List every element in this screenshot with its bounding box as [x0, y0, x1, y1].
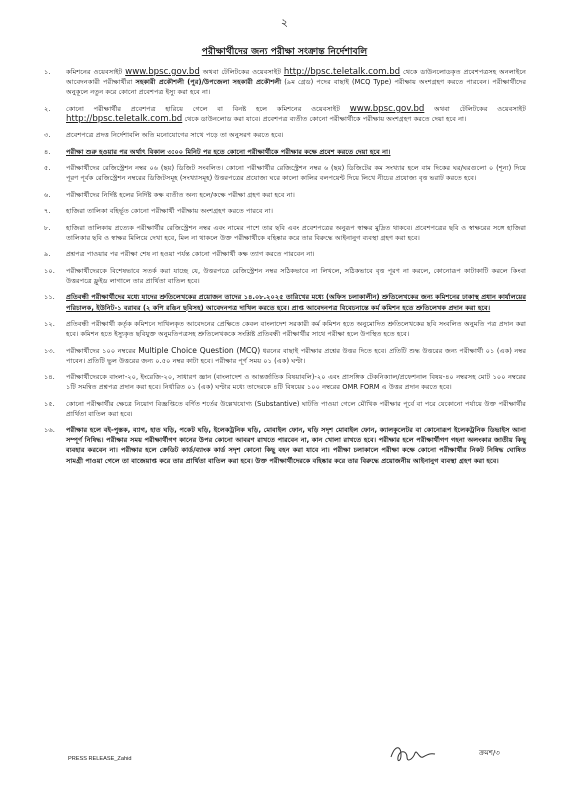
instruction-text: [66, 130, 526, 140]
instruction-text-segment: সহকারী প্রকৌশলী (পুর)/উপজেলা সহকারী প্রকৌশলী: [135, 78, 282, 87]
instruction-text-segment: প্রবেশপত্রে প্রদত্ত নির্দেশাবলি অতি মনোযোগের সাথে পড়ে তা অনুসরণ করতে হবে।: [66, 131, 284, 140]
instruction-number: ১১.: [44, 293, 55, 302]
instruction-item: [44, 319, 526, 339]
footer-press-release: PRESS RELEASE_Zahid: [68, 756, 132, 762]
instruction-text: [66, 319, 526, 339]
instruction-number: ১৪.: [44, 373, 55, 382]
instruction-text: [66, 163, 526, 183]
website-link: http://bpsc.teletalk.com.bd: [66, 113, 183, 124]
instruction-text: [66, 104, 526, 124]
website-link: http://bpsc.teletalk.com.bd: [283, 67, 401, 77]
instruction-text-segment: Multiple Choice Question (MCQ): [138, 345, 261, 355]
instruction-text-segment: থেকে ডাউনলোডকৃত প্রবেশপত্রসহ অনলাইনে আবেদনকারী পরীক্ষার্থীরা: [66, 68, 527, 87]
instruction-item: [44, 163, 526, 183]
signature: [385, 739, 445, 769]
instruction-text: [66, 223, 526, 243]
instruction-text-segment: থেকে ডাউনলোড করা যাবে। প্রবেশপত্র ব্যতীত কোনো পরীক্ষার্থীকে পরীক্ষায় অংশগ্রহণ করতে দেয়া হবে না।: [182, 114, 467, 123]
instruction-item: [44, 223, 526, 243]
instruction-item: [44, 399, 526, 419]
instruction-item: [44, 346, 526, 366]
instruction-number: ৬.: [44, 190, 51, 199]
instruction-text-segment: কোনো পরীক্ষার্থীর ক্ষেত্রে নিয়োগ বিজ্ঞপ্তিতে বর্ণিত শর্তের উল্লেখযোগ্য (Substantive) ঘাটতি পাওয়া গেলে মৌখিক পরীক্ষার পূর্বে বা পরে যেকোনো পর্যায়ে উক্ত পরীক্ষার্থীর প্রার্থিতা বাতিল করা হবে।: [66, 399, 526, 418]
instruction-text: [66, 372, 526, 392]
instruction-text: [66, 206, 526, 216]
instruction-number: ১৬.: [44, 426, 55, 435]
instruction-number: ১.: [44, 68, 51, 76]
instruction-number: ৭.: [44, 207, 51, 216]
instruction-text-segment: প্রতিবন্ধী পরীক্ষার্থী কর্তৃক কমিশনে দাখিলকৃত আবেদনের প্রেক্ষিতে কেবল বাংলাদেশ সরকারী কর্ম কমিশন হতে অনুমোদিত শ্রুতিলেখকের ছবি সংবলিত অনুমতি পত্র প্রদান করা হবে। কমিশন হতে ইস্যুকৃত ছবিযুক্ত অনুমতিপত্রসহ শ্রুতিলেখককে সংশ্লিষ্ট প্রতিবন্ধী পরীক্ষার্থীর সাথে পরীক্ষা হলে উপস্থিত হতে হবে।: [66, 319, 526, 339]
instruction-text-segment: হাজিরা তালিকা বহির্ভূত কোনো পরীক্ষার্থী পরীক্ষায় অংশগ্রহণ করতে পারবে না।: [66, 207, 273, 216]
instruction-number: ৯.: [44, 250, 51, 259]
website-link: www.bpsc.gov.bd: [125, 67, 200, 77]
instruction-item: [44, 104, 526, 124]
instruction-text: [66, 67, 526, 97]
instruction-item: [44, 190, 526, 200]
instruction-text-segment: অথবা টেলিটকের ওয়েবসাইট: [424, 104, 527, 113]
instruction-number: ১৫.: [44, 399, 55, 408]
instruction-number: ৮.: [44, 223, 51, 232]
instruction-number: ৫.: [44, 164, 51, 173]
instruction-number: ১৩.: [44, 346, 55, 355]
instruction-item: [44, 249, 526, 259]
instruction-text-segment: কমিশনের ওয়েবসাইট: [66, 68, 126, 76]
website-link: www.bpsc.gov.bd: [349, 103, 425, 114]
page-title: পরীক্ষার্থীদের জন্য পরীক্ষা সংক্রান্ত নির্দেশাবলি: [201, 46, 368, 57]
instruction-text-segment: কোনো পরীক্ষার্থীর প্রবেশপত্র হারিয়ে গেলে বা বিনষ্ট হলে কমিশনের ওয়েবসাইট: [66, 104, 350, 113]
instruction-item: [44, 372, 526, 392]
instruction-text-segment: পরীক্ষার্থীদের রেজিস্ট্রেশন নম্বর ০৬ (ছয়) ডিজিট সংবলিত। কোনো পরীক্ষার্থীর রেজিস্ট্রেশন নম্বর ৬ (ছয়) ডিজিটের কম সংখ্যার হলে বাম দিকের ঘর/ঘরগুলো ০ (শূন্য) দিয়ে পূরণ পূর্বক রেজিস্ট্রেশন নম্বরের ডিজিটসমূহ (সংখ্যাসমূহ) উত্তরপত্রের প্রযোজ্য ঘরে কালো কালির বলপয়েন্ট দিয়ে লিখে নীচের প্রযোজ্য বৃত্ত ভরাট করতে হবে।: [66, 164, 526, 183]
instruction-text: [66, 266, 526, 286]
instruction-text-segment: পরীক্ষার্থীদেরকে বিশেষভাবে সতর্ক করা যাচ্ছে যে, উত্তরপত্রে রেজিস্ট্রেশন নম্বর সঠিকভাবে না লিখলে, সঠিকভাবে বৃত্ত পূরণ না করলে, কোনোরূপ কাটাকাটি করলে কিংবা উত্তরপত্রে ফ্লুইড লাগালে তার প্রার্থিতা বাতিল হবে।: [66, 266, 526, 285]
instruction-text-segment: পরীক্ষার্থীদের নির্দিষ্ট হলের নির্দিষ্ট কক্ষ ব্যতীত অন্য হলে/কক্ষে পরীক্ষা গ্রহণ করা হবে না।: [66, 190, 295, 199]
instruction-text-segment: পরীক্ষার্থীদেরকে বাংলা-২০, ইংরেজি-২০, সাধারণ জ্ঞান (বাংলাদেশ ও আন্তর্জাতিক বিষয়াবলি)-২০ এবং প্রাসঙ্গিক টেকনিক্যাল/প্রফেশনাল বিষয়-৪০ নম্বরসহ মোট ১০০ নম্বরের ১টি সমন্বিত প্রশ্নপত্র প্রদান করা হবে। নির্ধারিত ০১ (এক) ঘণ্টার মধ্যে তাদেরকে ৪টি বিষয়ের ১০০ নম্বরের OMR FORM এ উত্তর প্রদান করতে হবে।: [66, 373, 526, 392]
instruction-number: ১২.: [44, 319, 55, 328]
instruction-text-segment: পরীক্ষা শুরু হওয়ার পর অর্থাৎ বিকাল ৩:০০ মিনিট পর হতে কোনো পরীক্ষার্থীকে পরীক্ষার কক্ষে প্রবেশ করতে দেয়া হবে না।: [66, 147, 391, 156]
instruction-text: [66, 190, 526, 200]
instruction-list: [44, 67, 526, 472]
page-number: ২: [280, 16, 289, 29]
instruction-text-segment: অথবা টেলিটকের ওয়েবসাইট: [199, 68, 284, 76]
instruction-number: ৩.: [44, 131, 51, 140]
instruction-text: [66, 346, 526, 366]
instruction-item: [44, 206, 526, 216]
instruction-text: [66, 292, 526, 312]
instruction-item: [44, 266, 526, 286]
instruction-text-segment: পরীক্ষার হলে বই-পুস্তক, ব্যাগ, হাত ঘড়ি, পকেট ঘড়ি, ইলেকট্রনিক ঘড়ি, মোবাইল ফোন, ঘড়ি সদৃশ মোবাইল ফোন, ক্যালকুলেটর বা কোনোরূপ ইলেকট্রনিক ডিভাইস আনা সম্পূর্ণ নিষিদ্ধ। পরীক্ষার সময় পরীক্ষার্থীগণ কানের উপর কোনো আবরণ রাখতে পারবেন না, কান খোলা রাখতে হবে। পরীক্ষার হলে পরীক্ষার্থীগণ গহনা অলংকার জাতীয় কিছু ব্যবহার করবেন না। পরীক্ষার হলে ক্রেডিট কার্ড/ব্যাংক কার্ড সদৃশ কোনো কিছু বহন করা যাবে না। পরীক্ষা চলাকালে পরীক্ষা কক্ষে কোনো পরীক্ষার্থীর নিকট নিষিদ্ধ ঘোষিত সামগ্রী পাওয়া গেলে তা বাজেয়াপ্ত করে তার প্রার্থিতা বাতিল করা হবে। উক্ত পরীক্ষার্থীদেরকে বহিষ্কার করে তার বিরুদ্ধে প্রয়োজনীয় আইনানুগ ব্যবস্থা গ্রহণ করা হবে।: [66, 426, 526, 465]
instruction-text-segment: হাজিরা তালিকায় প্রত্যেক পরীক্ষার্থীর রেজিস্ট্রেশন নম্বর এবং নামের পাশে তার ছবি এবং প্রবেশপত্রের অনুরূপ স্বাক্ষর মুদ্রিত থাকবে। প্রবেশপত্রের ছবি ও স্বাক্ষরের সঙ্গে হাজিরা তালিকার ছবি ও স্বাক্ষর মিলিয়ে দেখা হবে, মিল না থাকলে উক্ত পরীক্ষার্থীকে বহিষ্কার করে তার বিরুদ্ধে আইনানুগ ব্যবস্থা গ্রহণ করা হবে।: [66, 223, 526, 242]
instruction-text-segment: ধরনের বাছাই পরীক্ষার প্রশ্নের উত্তর দিতে হবে। প্রতিটি শুদ্ধ উত্তরের জন্য পরীক্ষার্থী ০১ (এক) নম্বর পাবেন। প্রতিটি ভুল উত্তরের জন্য ০.৫০ নম্বর কাটা হবে। পরীক্ষার পূর্ণ সময় ০১ (এক) ঘণ্টা।: [66, 346, 526, 365]
instruction-text-segment: প্রতিবন্ধী পরীক্ষার্থীদের মধ্যে যাদের শ্রুতিলেখকের প্রয়োজন তাদের ১৪.০৮.২০২৫ তারিখের মধ্যে (অফিস চলাকালীন) শ্রুতিলেখকের জন্য কমিশনের ঢাকাস্থ প্রধান কার্যালয়ের পরিচালক, ইউনিট-১ বরাবর (২ কপি রঙিন ছবিসহ) আবেদনপত্র দাখিল করতে হবে। প্রাপ্ত আবেদনপত্র বিবেচনান্তে কর্ম কমিশন হতে শ্রুতিলেখক প্রদান করা হবে।: [66, 293, 526, 312]
instruction-item: [44, 130, 526, 140]
instruction-number: ৪.: [44, 147, 51, 156]
instruction-text: [66, 425, 526, 465]
instruction-text: [66, 249, 526, 259]
instruction-text: [66, 399, 526, 419]
instruction-text: [66, 147, 526, 157]
instruction-number: ২.: [44, 104, 51, 113]
instruction-item: [44, 292, 526, 312]
instruction-item: [44, 67, 526, 97]
instruction-text-segment: প্রশ্নপত্র পাওয়ার পর পরীক্ষা শেষ না হওয়া পর্যন্ত কোনো পরীক্ষার্থী কক্ষ ত্যাগ করতে পারবেন না।: [66, 250, 315, 259]
instruction-item: [44, 147, 526, 157]
continued-marker: ক্রমশ/৩: [479, 749, 500, 757]
instruction-text-segment: (৯ম গ্রেড) পদের বাছাই (MCQ Type) পরীক্ষায় অংশগ্রহণ করতে পারবেন। পরীক্ষার্থীদের অনুকূলে নতুন করে কোনো প্রবেশপত্র ইস্যু করা হবে না।: [66, 78, 526, 97]
instruction-text-segment: পরীক্ষার্থীদের ১০০ নম্বরের: [66, 346, 139, 355]
instruction-item: [44, 425, 526, 465]
instruction-number: ১০.: [44, 266, 55, 275]
